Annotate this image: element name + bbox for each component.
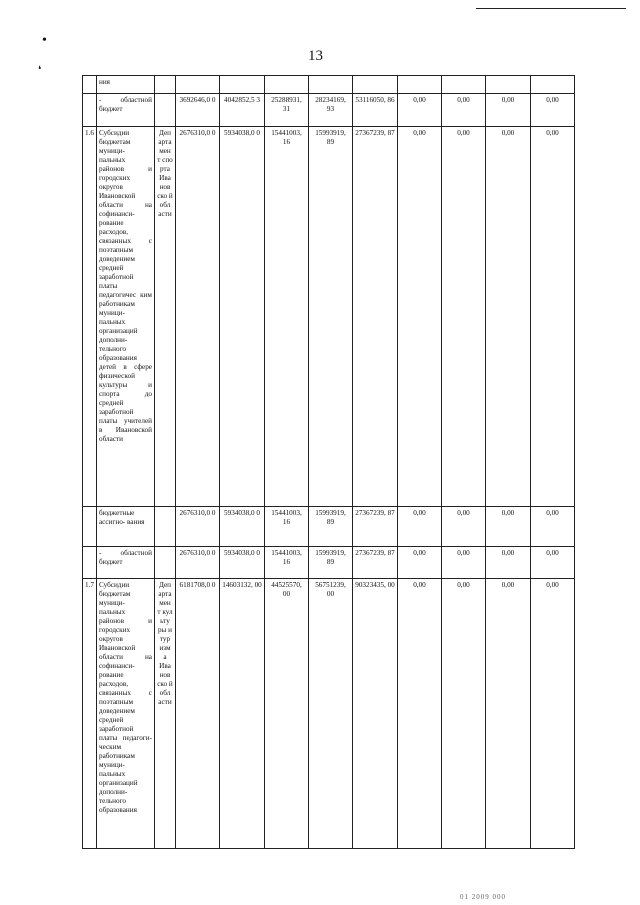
executor-cell xyxy=(154,76,175,94)
value-cell: 5934038,0 0 xyxy=(219,547,264,579)
value-cell: 15993919, 89 xyxy=(308,507,352,547)
value-cell: 0,00 xyxy=(397,507,441,547)
value-cell: 0,00 xyxy=(485,94,530,127)
value-cell xyxy=(397,76,441,94)
budget-table xyxy=(82,75,575,849)
value-cell: 25288931, 31 xyxy=(264,94,308,127)
row-number xyxy=(83,76,97,94)
value-cell: 2676310,0 0 xyxy=(175,547,219,579)
row-number xyxy=(83,94,97,127)
row-number xyxy=(83,547,97,579)
value-cell: 0,00 xyxy=(485,579,530,849)
value-cell: 0,00 xyxy=(485,127,530,507)
value-cell xyxy=(308,76,352,94)
executor-cell xyxy=(154,507,175,547)
executor-cell: Деп арта мен т спо рта Ива нов ско й обл асти xyxy=(154,127,175,507)
value-cell: 0,00 xyxy=(397,547,441,579)
value-cell xyxy=(352,76,397,94)
value-cell xyxy=(219,76,264,94)
table-row xyxy=(83,579,575,849)
row-name: Субсидии бюджетам муници- пальных районов и городских округов Ивановской области на софинанси- рование расходов, связанных с поэтапным доведением средней заработной платы педагогичес ким работникам муници- пальных организаций дополни- тельного образования детей в сфере физической культуры и спорта до средней заработной платы учителей в Ивановской области xyxy=(96,127,154,507)
value-cell: 15441003, 16 xyxy=(264,547,308,579)
table-row xyxy=(83,547,575,579)
table-row xyxy=(83,507,575,547)
executor-cell xyxy=(154,94,175,127)
value-cell: 6181708,0 0 xyxy=(175,579,219,849)
value-cell: 5934038,0 0 xyxy=(219,127,264,507)
row-name: - областной бюджет xyxy=(96,94,154,127)
value-cell: 0,00 xyxy=(441,547,485,579)
value-cell xyxy=(441,76,485,94)
table-row xyxy=(83,127,575,507)
value-cell: 27367239, 87 xyxy=(352,547,397,579)
value-cell: 53116050, 86 xyxy=(352,94,397,127)
value-cell: 0,00 xyxy=(530,547,574,579)
scan-mark: ❛ xyxy=(38,65,42,76)
value-cell: 0,00 xyxy=(397,94,441,127)
row-name: - областной бюджет xyxy=(96,547,154,579)
value-cell: 27367239, 87 xyxy=(352,127,397,507)
row-name: Субсидии бюджетам муници- пальных районов и городских округов Ивановской области на софинанси- рование расходов, связанных с поэтапным доведением средней заработной платы педагоги- ческим работникам муници- пальных организаций дополни- тельного образования xyxy=(96,579,154,849)
value-cell: 0,00 xyxy=(441,579,485,849)
top-rule xyxy=(476,8,626,9)
footer-code: 01 2009 000 xyxy=(460,893,506,901)
value-cell xyxy=(530,76,574,94)
value-cell: 28234169, 93 xyxy=(308,94,352,127)
table-row xyxy=(83,76,575,94)
value-cell: 0,00 xyxy=(530,579,574,849)
value-cell: 0,00 xyxy=(397,127,441,507)
value-cell: 5934038,0 0 xyxy=(219,507,264,547)
page-number: 13 xyxy=(308,48,323,64)
value-cell xyxy=(485,76,530,94)
row-name: бюджетные ассигно- вания xyxy=(96,507,154,547)
scan-mark: • xyxy=(42,33,47,48)
value-cell: 3692646,0 0 xyxy=(175,94,219,127)
value-cell: 90323435, 00 xyxy=(352,579,397,849)
value-cell: 2676310,0 0 xyxy=(175,507,219,547)
value-cell: 0,00 xyxy=(441,94,485,127)
executor-cell: Деп арта мен т кул ьту ры и тур изм а Ива нов ско й обл асти xyxy=(154,579,175,849)
row-number: 1.6 xyxy=(83,127,97,507)
value-cell xyxy=(175,76,219,94)
value-cell: 0,00 xyxy=(530,94,574,127)
value-cell: 15993919, 89 xyxy=(308,547,352,579)
value-cell: 0,00 xyxy=(441,507,485,547)
value-cell: 4042852,5 3 xyxy=(219,94,264,127)
value-cell: 0,00 xyxy=(485,507,530,547)
executor-cell xyxy=(154,547,175,579)
row-number xyxy=(83,507,97,547)
value-cell: 15441003, 16 xyxy=(264,507,308,547)
value-cell: 0,00 xyxy=(397,579,441,849)
value-cell: 44525570, 00 xyxy=(264,579,308,849)
value-cell: 0,00 xyxy=(441,127,485,507)
value-cell: 27367239, 87 xyxy=(352,507,397,547)
value-cell: 0,00 xyxy=(485,547,530,579)
row-name: ния xyxy=(96,76,154,94)
value-cell: 15441003, 16 xyxy=(264,127,308,507)
value-cell: 2676310,0 0 xyxy=(175,127,219,507)
value-cell: 14603132, 00 xyxy=(219,579,264,849)
value-cell: 0,00 xyxy=(530,507,574,547)
value-cell: 56751239, 00 xyxy=(308,579,352,849)
value-cell xyxy=(264,76,308,94)
table-row xyxy=(83,94,575,127)
row-number: 1.7 xyxy=(83,579,97,849)
value-cell: 15993919, 89 xyxy=(308,127,352,507)
value-cell: 0,00 xyxy=(530,127,574,507)
